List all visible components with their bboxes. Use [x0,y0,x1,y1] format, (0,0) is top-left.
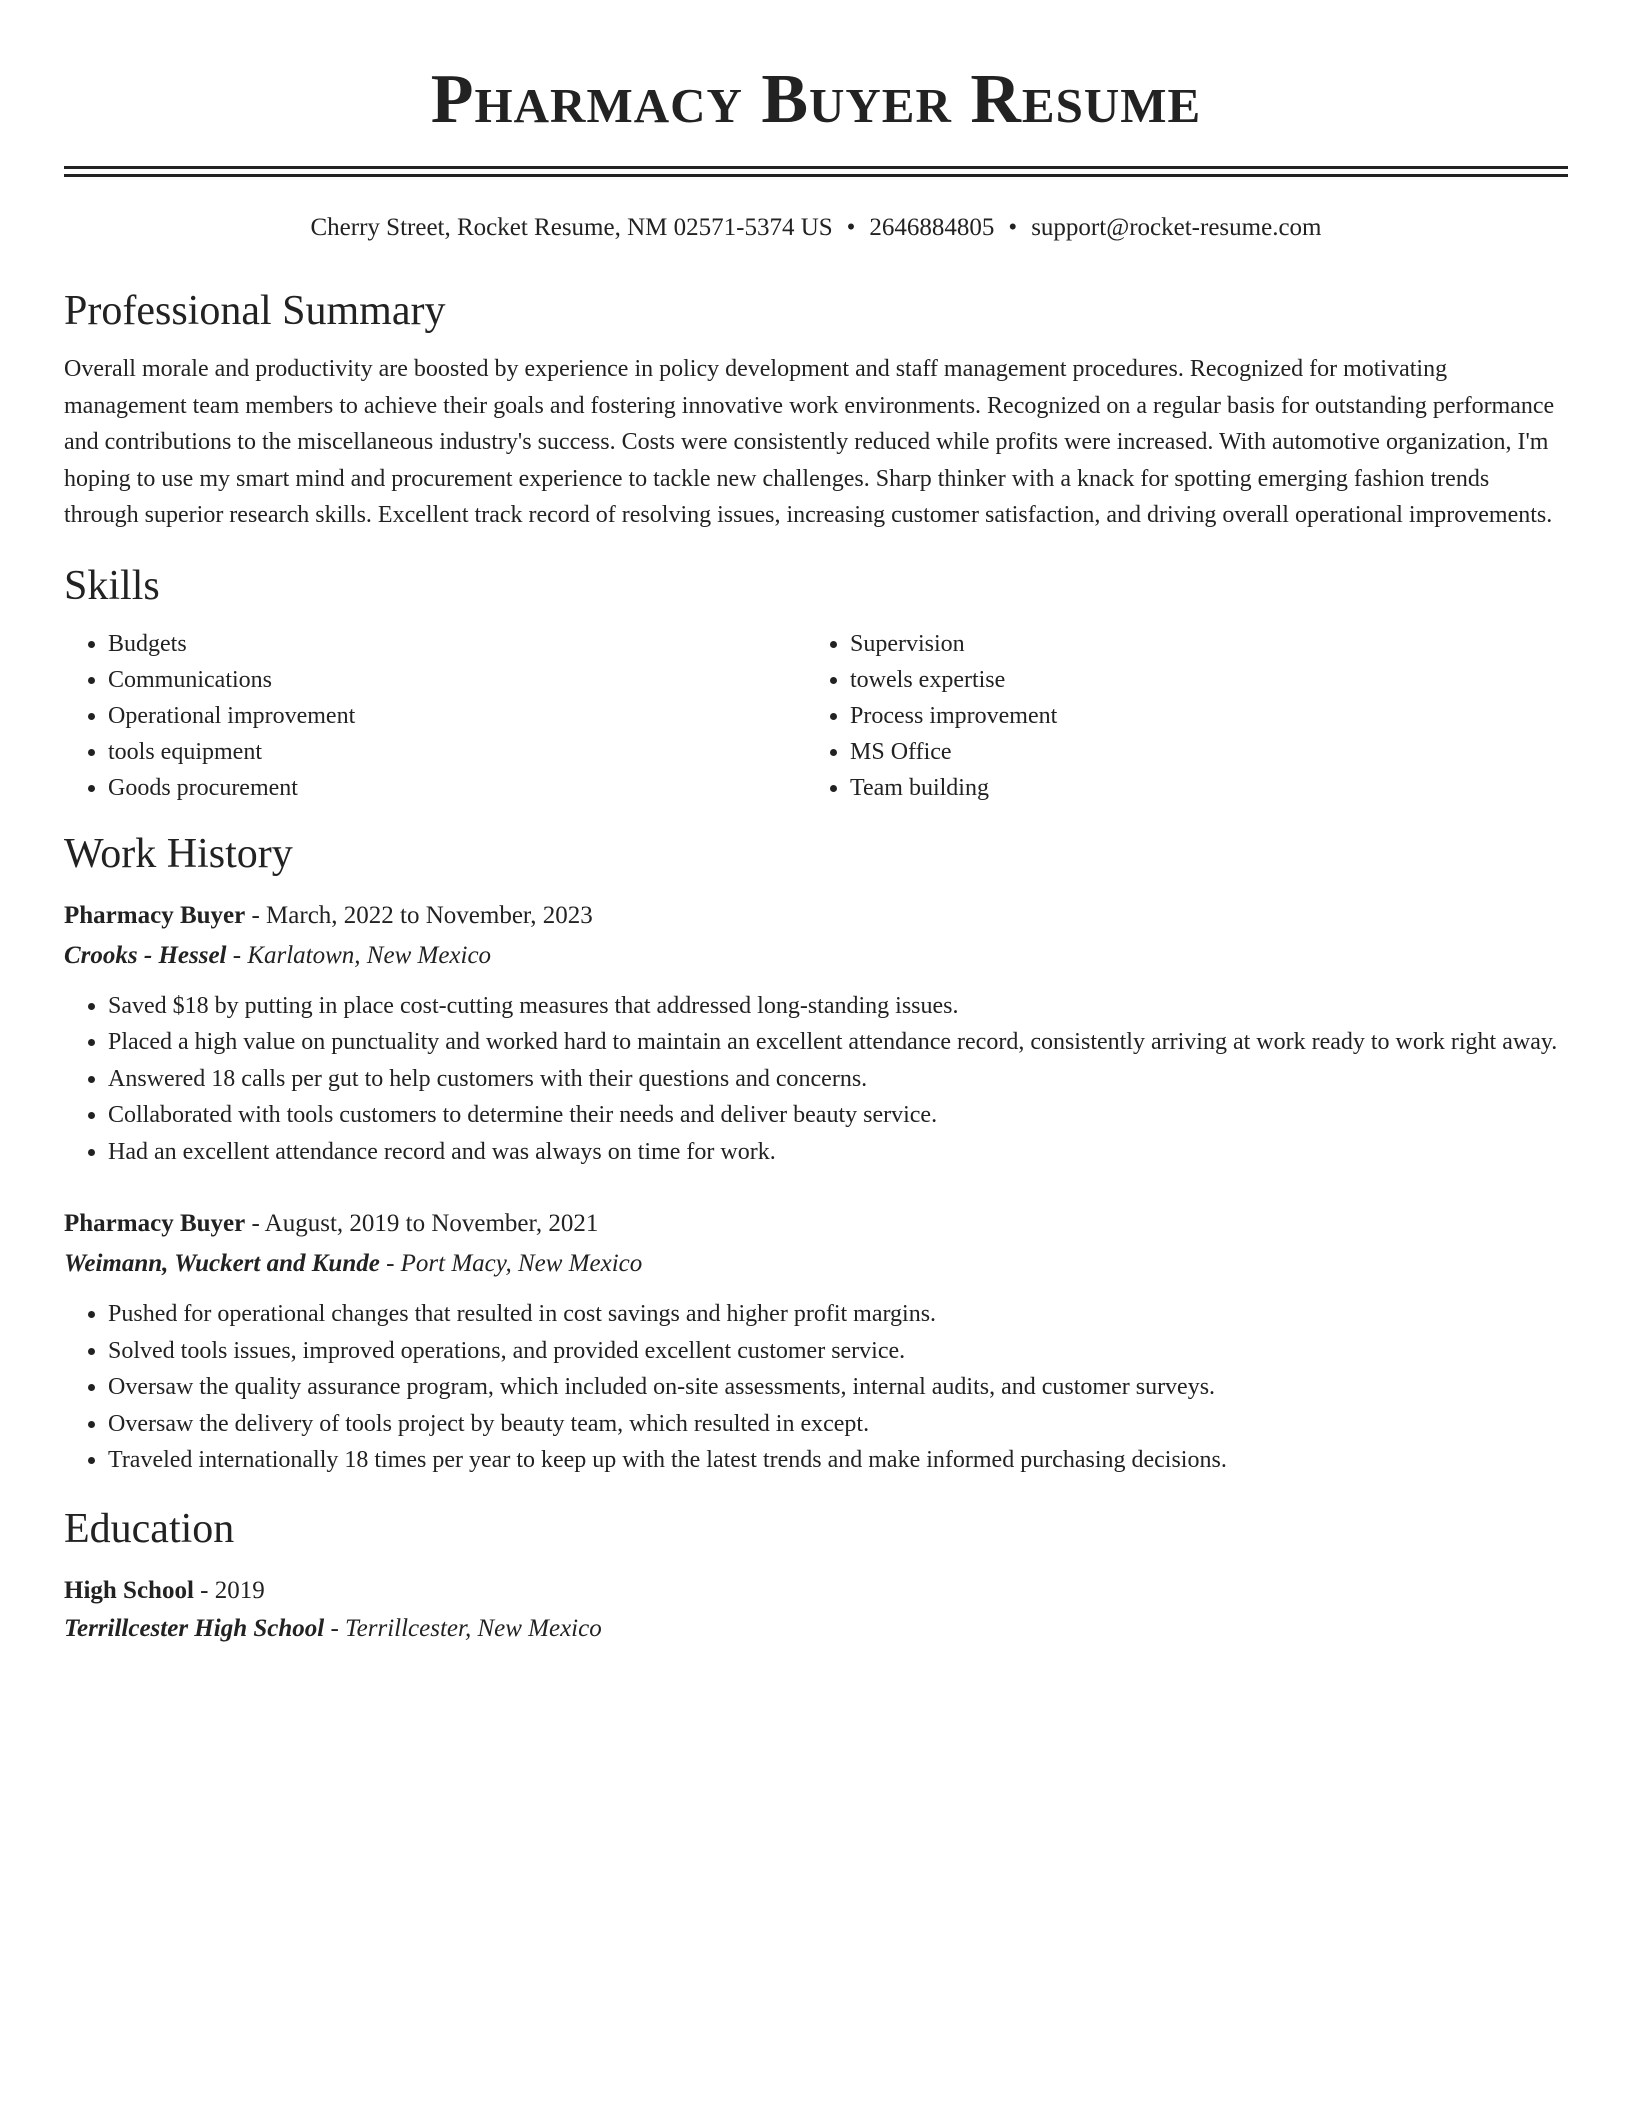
contact-phone: 2646884805 [869,214,995,241]
skills-heading: Skills [64,562,160,609]
job-company-line [64,1246,1568,1282]
contact-line [64,211,1568,245]
job-bullet: • Traveled internationally 18 times per year to keep up with the latest trends and make informed purchasing decisions. [108,1442,1568,1479]
job-bullet: • Oversaw the quality assurance program, which included on-site assessments, internal audits, and customer surveys. [108,1369,1568,1406]
skill-item: • Communications [108,662,806,698]
job-title-line [64,898,1568,934]
education-heading: Education [64,1505,235,1552]
summary-heading: Professional Summary [64,288,446,334]
education-entry [64,1573,1568,1647]
page-title: Pharmacy Buyer Resume [430,61,1202,138]
education-school: Terrillcester High School [64,1614,325,1642]
job-bullet: • Collaborated with tools customers to determine their needs and deliver beauty service. [108,1097,1568,1134]
job-company: Weimann, Wuckert and Kunde [64,1250,380,1277]
education-school-line [64,1611,1568,1647]
job-bullets [64,988,1568,1171]
education-degree-line [64,1573,1568,1609]
skills-column-right [806,626,1548,806]
job-location: - Port Macy, New Mexico [379,1250,643,1277]
skills-list [64,626,1568,806]
job-bullet: • Had an excellent attendance record and was always on time for work. [108,1134,1568,1171]
job-dates: - March, 2022 to November, 2023 [245,901,593,929]
skill-item: • Goods procurement [108,770,806,806]
education-location: - Terrillcester, New Mexico [324,1614,602,1642]
job-dates: - August, 2019 to November, 2021 [245,1210,599,1237]
skill-item: • Operational improvement [108,698,806,734]
contact-separator: • [1008,214,1018,241]
skills-column-left [64,626,806,806]
job-bullets [64,1296,1568,1479]
title-divider [64,166,1568,177]
work-history-heading: Work History [64,830,293,877]
skill-item: • Supervision [850,626,1548,662]
skill-item: • Team building [850,770,1548,806]
job-bullet: • Oversaw the delivery of tools project by beauty team, which resulted in except. [108,1406,1568,1443]
job-entry [64,898,1568,1171]
education-degree: High School [64,1576,194,1604]
job-company-line [64,938,1568,974]
contact-address: Cherry Street, Rocket Resume, NM 02571-5374 US [310,214,833,241]
job-entry [64,1206,1568,1479]
job-company: Crooks - Hessel [64,941,227,969]
skill-item: • Budgets [108,626,806,662]
education-year: - 2019 [193,1576,265,1604]
job-bullet: • Answered 18 calls per gut to help customers with their questions and concerns. [108,1061,1568,1098]
job-title: Pharmacy Buyer [64,901,246,929]
summary-text: Overall morale and productivity are boosted by experience in policy development and staff management procedures. Recognized for motivating management team members to achieve their goals and fostering innovative work environments. Recognized on a regular basis for outstanding performance and contributions to the miscellaneous industry's success. Costs were consistently reduced while profits were increased. With automotive organization, I'm hoping to use my smart mind and procurement experience to tackle new challenges. Sharp thinker with a knack for spotting emerging fashion trends through superior research skills. Excellent track record of resolving issues, increasing customer satisfaction, and driving overall operational improvements. [64,356,1555,528]
job-bullet: • Solved tools issues, improved operations, and provided excellent customer service. [108,1333,1568,1370]
skill-item: • MS Office [850,734,1548,770]
skill-item: • towels expertise [850,662,1548,698]
contact-separator: • [846,214,856,241]
job-bullet: • Saved $18 by putting in place cost-cutting measures that addressed long-standing issues. [108,988,1568,1025]
job-location: - Karlatown, New Mexico [226,941,492,969]
job-bullet: • Placed a high value on punctuality and worked hard to maintain an excellent attendance record, consistently arriving at work ready to work right away. [108,1024,1568,1061]
skill-item: • tools equipment [108,734,806,770]
job-bullet: • Pushed for operational changes that resulted in cost savings and higher profit margins. [108,1296,1568,1333]
job-title: Pharmacy Buyer [64,1210,246,1237]
job-title-line [64,1206,1568,1242]
contact-email: support@rocket-resume.com [1031,214,1322,241]
skill-item: • Process improvement [850,698,1548,734]
